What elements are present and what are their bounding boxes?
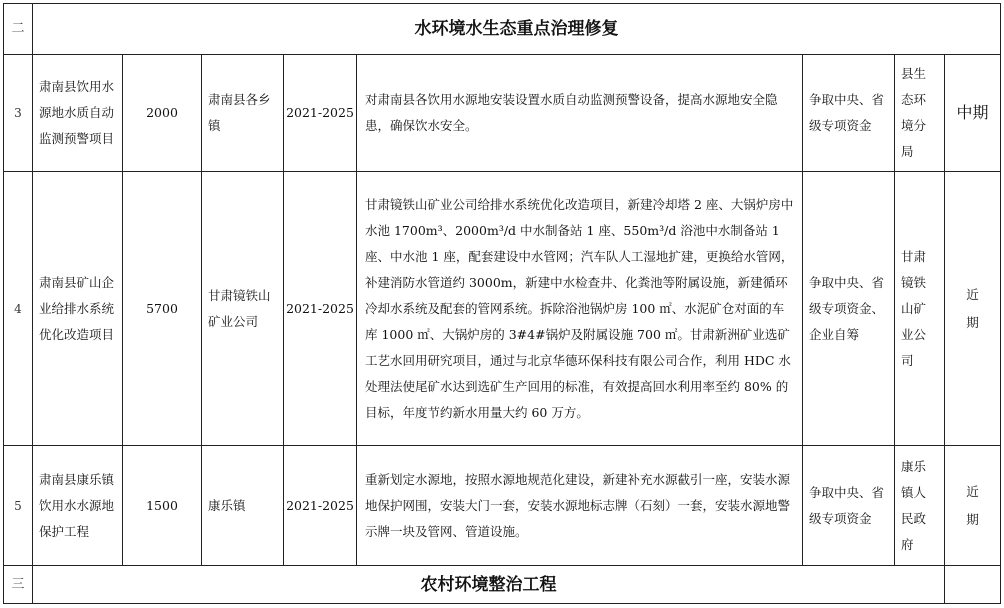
project-name: 肃南县矿山企业给排水系统优化改造项目 [33, 172, 123, 446]
funding-source: 争取中央、省级专项资金、企业自筹 [803, 172, 895, 446]
project-content: 甘肃镜铁山矿业公司给排水系统优化改造项目，新建冷却塔 2 座、大锅炉房中水池 1700m³、2000m³/d 中水制备站 1 座、550m³/d 浴池中水制备站 1 座、中水池 1 座，配套建设中水管网；汽车队人工湿地扩建，更换给水管网，补建消防水管道约 3000m，新建中水检查井、化粪池等附属设施，新建循环冷却水系统及配套的管网系统。拆除浴池锅炉房 100 ㎡、水泥矿仓对面的车库 1000 ㎡、大锅炉房的 3#4#锅炉及附属设施 700 ㎡。甘肃新洲矿业选矿工艺水回用研究项目，通过与北京华德环保科技有限公司合作，利用 HDC 水处理法使尾矿水达到选矿生产回用的标准，有效提高回水利用率至约 80% 的目标，年度节约新水用量大约 60 万方。 [357, 172, 803, 446]
funding-source: 争取中央、省级专项资金 [803, 55, 895, 172]
section-number: 二 [4, 4, 33, 55]
table-row [4, 446, 1001, 566]
section-title: 农村环境整治工程 [33, 566, 945, 604]
section-title: 水环境水生态重点治理修复 [33, 4, 1001, 55]
project-location: 肃南县各乡镇 [202, 55, 284, 172]
project-location: 甘肃镜铁山矿业公司 [202, 172, 284, 446]
project-location: 康乐镇 [202, 446, 284, 566]
investment-amount: 2000 [123, 55, 202, 172]
project-period: 2021-2025 [284, 55, 357, 172]
section-number: 三 [4, 566, 33, 604]
row-index: 4 [4, 172, 33, 446]
responsible-dept: 县生态环境分局 [895, 55, 945, 172]
project-term [945, 172, 1001, 446]
empty-cell [945, 566, 1001, 604]
section-row [4, 566, 1001, 604]
project-period: 2021-2025 [284, 446, 357, 566]
project-term-text: 近期 [966, 483, 979, 527]
investment-amount: 5700 [123, 172, 202, 446]
table-row [4, 55, 1001, 172]
project-content: 重新划定水源地，按照水源地规范化建设，新建补充水源截引一座，安装水源地保护网围，安装大门一套，安装水源地标志牌（石刻）一套，安装水源地警示牌一块及管网、管道设施。 [357, 446, 803, 566]
project-name: 肃南县康乐镇饮用水水源地保护工程 [33, 446, 123, 566]
project-term: 中期 [945, 55, 1001, 172]
project-table [3, 3, 1001, 604]
investment-amount: 1500 [123, 446, 202, 566]
row-index: 3 [4, 55, 33, 172]
project-period: 2021-2025 [284, 172, 357, 446]
project-term-text: 近期 [966, 286, 979, 330]
project-content: 对肃南县各饮用水源地安装设置水质自动监测预警设备，提高水源地安全隐患，确保饮水安全。 [357, 55, 803, 172]
section-row [4, 4, 1001, 55]
project-term [945, 446, 1001, 566]
row-index: 5 [4, 446, 33, 566]
responsible-dept: 甘肃镜铁山矿业公司 [895, 172, 945, 446]
funding-source: 争取中央、省级专项资金 [803, 446, 895, 566]
table-row [4, 172, 1001, 446]
project-name: 肃南县饮用水源地水质自动监测预警项目 [33, 55, 123, 172]
responsible-dept: 康乐镇人民政府 [895, 446, 945, 566]
